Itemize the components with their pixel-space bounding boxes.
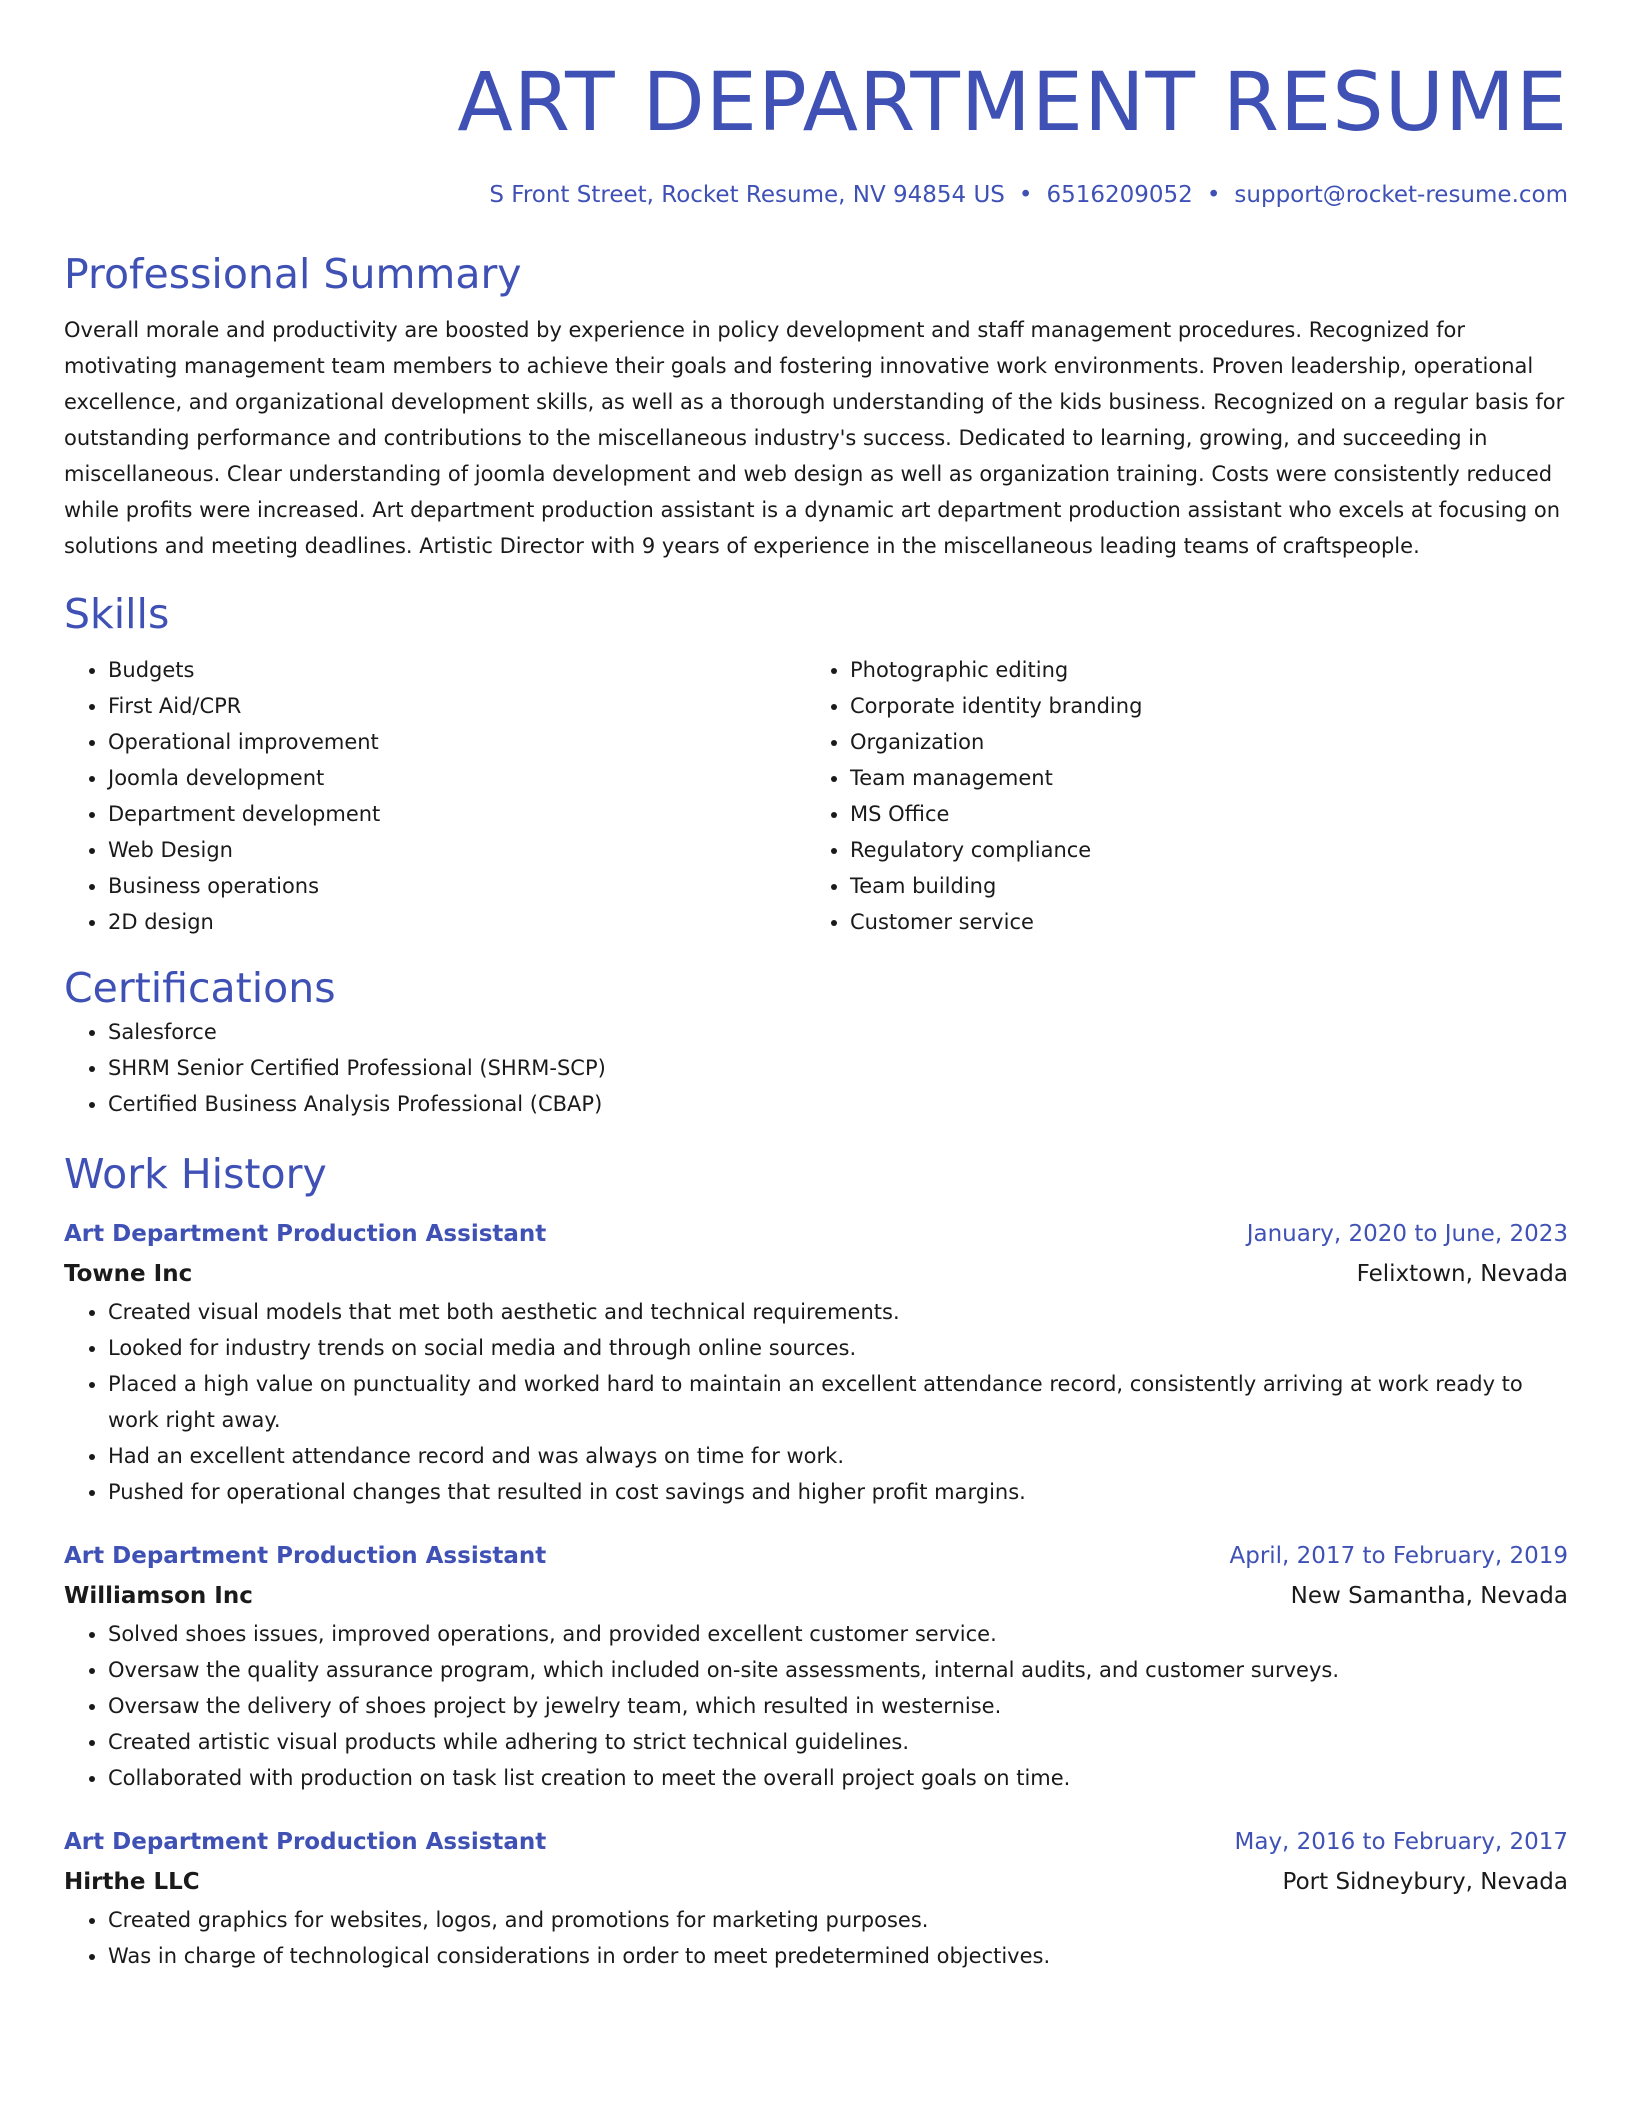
skill-item: • 2D design (108, 904, 806, 940)
contact-email: support@rocket-resume.com (1234, 182, 1568, 208)
job-bullet: • Created artistic visual products while adhering to strict technical guidelines. (108, 1724, 1568, 1760)
job-dates: May, 2016 to February, 2017 (1234, 1829, 1568, 1855)
job-location: New Samantha, Nevada (1290, 1583, 1568, 1609)
skill-item: • Team management (850, 760, 1548, 796)
skill-item: • Business operations (108, 868, 806, 904)
skill-item: • First Aid/CPR (108, 688, 806, 724)
skill-item: • Team building (850, 868, 1548, 904)
contact-address: S Front Street, Rocket Resume, NV 94854 US (489, 182, 1005, 208)
job-bullet: • Collaborated with production on task list creation to meet the overall project goals on time. (108, 1760, 1568, 1796)
skill-item: • Department development (108, 796, 806, 832)
skill-item: • Organization (850, 724, 1548, 760)
job-entry (64, 1536, 1568, 1796)
job-company: Williamson Inc (64, 1583, 253, 1609)
skills-column-left (64, 652, 806, 940)
skills-list-right (806, 652, 1548, 940)
resume-header (64, 52, 1568, 210)
skill-item: • Web Design (108, 832, 806, 868)
job-bullet: • Created visual models that met both aesthetic and technical requirements. (108, 1294, 1568, 1330)
certification-item: • SHRM Senior Certified Professional (SHRM-SCP) (108, 1050, 1568, 1086)
skill-item: • Operational improvement (108, 724, 806, 760)
resume-page (64, 0, 1568, 1974)
certification-item: • Salesforce (108, 1014, 1568, 1050)
contact-line (64, 180, 1568, 210)
job-title: Art Department Production Assistant (64, 1829, 547, 1855)
job-bullet: • Created graphics for websites, logos, and promotions for marketing purposes. (108, 1902, 1568, 1938)
contact-separator: • (1206, 182, 1221, 208)
job-bullet: • Pushed for operational changes that resulted in cost savings and higher profit margins. (108, 1474, 1568, 1510)
summary-heading: Professional Summary (64, 250, 522, 298)
job-entry (64, 1214, 1568, 1510)
job-company-row (64, 1576, 1568, 1616)
job-bullet: • Oversaw the quality assurance program, which included on-site assessments, internal audits, and customer surveys. (108, 1652, 1568, 1688)
job-bullets (64, 1616, 1568, 1796)
job-dates: April, 2017 to February, 2019 (1229, 1543, 1568, 1569)
job-header-row (64, 1214, 1568, 1254)
job-header-row (64, 1822, 1568, 1862)
summary-text: Overall morale and productivity are boosted by experience in policy development and staff management procedures. Recognized for motivating management team members to achieve their goals and fostering innovative work environments. Proven leadership, operational excellence, and organizational development skills, as well as a thorough understanding of the kids business. Recognized on a regular basis for outstanding performance and contributions to the miscellaneous industry's success. Dedicated to learning, growing, and succeeding in miscellaneous. Clear understanding of joomla development and web design as well as organization training. Costs were consistently reduced while profits were increased. Art department production assistant is a dynamic art department production assistant who excels at focusing on solutions and meeting deadlines. Artistic Director with 9 years of experience in the miscellaneous leading teams of craftspeople. (64, 318, 1565, 558)
contact-phone: 6516209052 (1046, 182, 1193, 208)
job-company-row (64, 1862, 1568, 1902)
skill-item: • Customer service (850, 904, 1548, 940)
certification-item: • Certified Business Analysis Professional (CBAP) (108, 1086, 1568, 1122)
job-header-row (64, 1536, 1568, 1576)
job-title: Art Department Production Assistant (64, 1543, 547, 1569)
skills-list-left (64, 652, 806, 940)
skills-heading: Skills (64, 590, 170, 638)
job-company: Hirthe LLC (64, 1869, 200, 1895)
certifications-list (64, 1014, 1568, 1122)
job-bullet: • Was in charge of technological considerations in order to meet predetermined objectives. (108, 1938, 1568, 1974)
job-title: Art Department Production Assistant (64, 1221, 547, 1247)
job-bullets (64, 1902, 1568, 1974)
job-bullets (64, 1294, 1568, 1510)
work-history-heading: Work History (64, 1150, 327, 1198)
resume-name: ART DEPARTMENT RESUME (457, 56, 1568, 150)
job-bullet: • Solved shoes issues, improved operations, and provided excellent customer service. (108, 1616, 1568, 1652)
job-company-row (64, 1254, 1568, 1294)
certifications-heading: Certifications (64, 964, 336, 1012)
job-bullet: • Looked for industry trends on social media and through online sources. (108, 1330, 1568, 1366)
skill-item: • Photographic editing (850, 652, 1548, 688)
job-dates: January, 2020 to June, 2023 (1246, 1221, 1568, 1247)
job-bullet: • Placed a high value on punctuality and worked hard to maintain an excellent attendance record, consistently arriving at work ready to work right away. (108, 1366, 1568, 1438)
skill-item: • Budgets (108, 652, 806, 688)
contact-separator: • (1018, 182, 1033, 208)
job-company: Towne Inc (64, 1261, 193, 1287)
skills-grid (64, 652, 1568, 940)
job-bullet: • Oversaw the delivery of shoes project by jewelry team, which resulted in westernise. (108, 1688, 1568, 1724)
job-location: Felixtown, Nevada (1356, 1261, 1568, 1287)
job-bullet: • Had an excellent attendance record and was always on time for work. (108, 1438, 1568, 1474)
skill-item: • Corporate identity branding (850, 688, 1548, 724)
job-entry (64, 1822, 1568, 1974)
skill-item: • Joomla development (108, 760, 806, 796)
skill-item: • Regulatory compliance (850, 832, 1548, 868)
job-location: Port Sidneybury, Nevada (1282, 1869, 1568, 1895)
skills-column-right (806, 652, 1548, 940)
skill-item: • MS Office (850, 796, 1548, 832)
